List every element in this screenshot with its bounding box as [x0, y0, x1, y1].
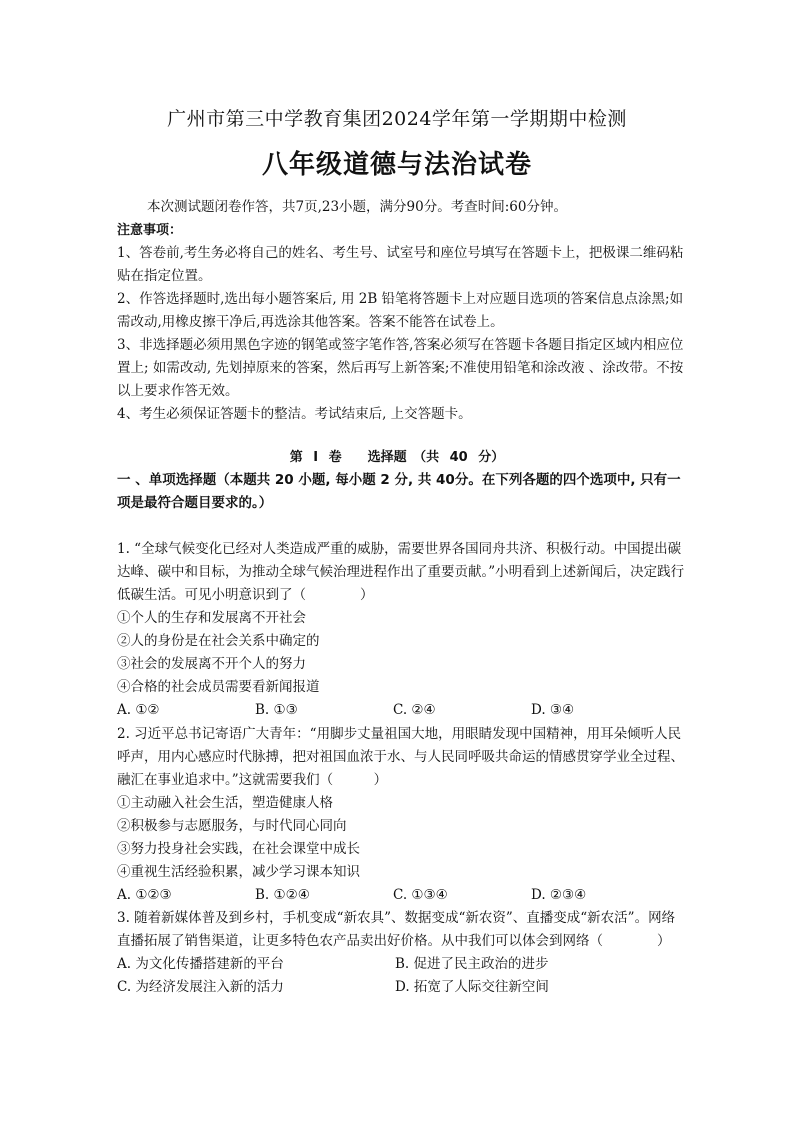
- note-item: 2、作答选择题时,选出每小题答案后, 用 2B 铅笔将答题卡上对应题目选项的答案信息点涂黑;如需改动,用橡皮擦干净后,再选涂其他答案。答案不能答在试卷上。: [117, 291, 684, 330]
- section-title: 第 I 卷 选择题 （共 40 分）: [289, 450, 505, 465]
- statement: ④合格的社会成员需要看新闻报道: [117, 679, 320, 695]
- section-description: 一 、单项选择题（本题共 20 小题, 每小题 2 分, 共 40分。在下列各题的四个选项中, 只有一项是最符合题目要求的。）: [117, 472, 681, 511]
- answer-options-row-2: [117, 976, 687, 999]
- option-c: C. ①③④: [393, 887, 448, 903]
- note-item: 1、答卷前,考生务必将自己的姓名、考生号、试室号和座位号填写在答题卡上，把极课二维码粘贴在指定位置。: [117, 245, 684, 284]
- option-d: D. ②③④: [531, 887, 587, 903]
- answer-options-row-1: [117, 953, 687, 976]
- option-c: C. ②④: [393, 702, 436, 718]
- answer-options: [117, 699, 687, 722]
- option-b: B. ①②④: [255, 887, 310, 903]
- statement: ③努力投身社会实践，在社会课堂中成长: [117, 841, 360, 857]
- answer-options: [117, 884, 687, 907]
- question-stem: 3. 随着新媒体普及到乡村，手机变成“新农具”、数据变成“新农资”、直播变成“新农活”。网络直播拓展了销售渠道，让更多特色农产品卖出好价格。从中我们可以体会到网络（ ）: [117, 910, 676, 949]
- exam-subtitle: 八年级道德与法治试卷: [261, 150, 532, 180]
- option-d: D. 拓宽了人际交往新空间: [395, 979, 549, 995]
- statement: ②人的身份是在社会关系中确定的: [117, 633, 320, 649]
- statement: ③社会的发展离不开个人的努力: [117, 656, 306, 672]
- question-2: [117, 723, 687, 907]
- option-a: A. ①②③: [117, 887, 172, 903]
- option-b: B. 促进了民主政治的进步: [395, 956, 549, 972]
- statement: ①个人的生存和发展离不开社会: [117, 610, 306, 626]
- question-1: [117, 538, 687, 722]
- option-b: B. ①③: [255, 702, 298, 718]
- question-stem: 2. 习近平总书记寄语广大青年：“用脚步丈量祖国大地，用眼睛发现中国精神，用耳朵倾听人民呼声，用内心感应时代脉搏，把对祖国血浓于水、与人民同呼吸共命运的情感贯穿学业全过程、融汇在事业追求中。”这就需要我们（ ）: [117, 726, 684, 788]
- option-a: A. ①②: [117, 702, 160, 718]
- note-item: 4、考生必须保证答题卡的整洁。考试结束后, 上交答题卡。: [117, 406, 472, 422]
- exam-intro: 本次测试题闭卷作答，共7页,23小题，满分90分。考查时间:60分钟。: [147, 199, 567, 215]
- statement: ①主动融入社会生活，塑造健康人格: [117, 795, 333, 811]
- option-c: C. 为经济发展注入新的活力: [117, 979, 284, 995]
- notes-list: [117, 242, 687, 426]
- question-stem: 1. “全球气候变化已经对人类造成严重的威胁，需要世界各国同舟共济、积极行动。中国提出碳达峰、碳中和目标，为推动全球气候治理进程作出了重要贡献。”小明看到上述新闻后，决定践行低碳生活。可见小明意识到了（ ）: [117, 541, 685, 603]
- statement: ②积极参与志愿服务，与时代同心同向: [117, 818, 347, 834]
- notes-heading: 注意事项：: [117, 223, 183, 238]
- exam-title: 广州市第三中学教育集团2024学年第一学期期中检测: [167, 108, 627, 130]
- statement: ④重视生活经验积累，减少学习课本知识: [117, 864, 360, 880]
- note-item: 3、非选择题必须用黑色字迹的钢笔或签字笔作答,答案必须写在答题卡各题目指定区域内相应位置上; 如需改动, 先划掉原来的答案，然后再写上新答案;不准使用铅笔和涂改液 、涂改带。不按以上要求作答无效。: [117, 337, 684, 399]
- option-a: A. 为文化传播搭建新的平台: [117, 956, 284, 972]
- option-d: D. ③④: [531, 702, 575, 718]
- question-3: [117, 907, 687, 999]
